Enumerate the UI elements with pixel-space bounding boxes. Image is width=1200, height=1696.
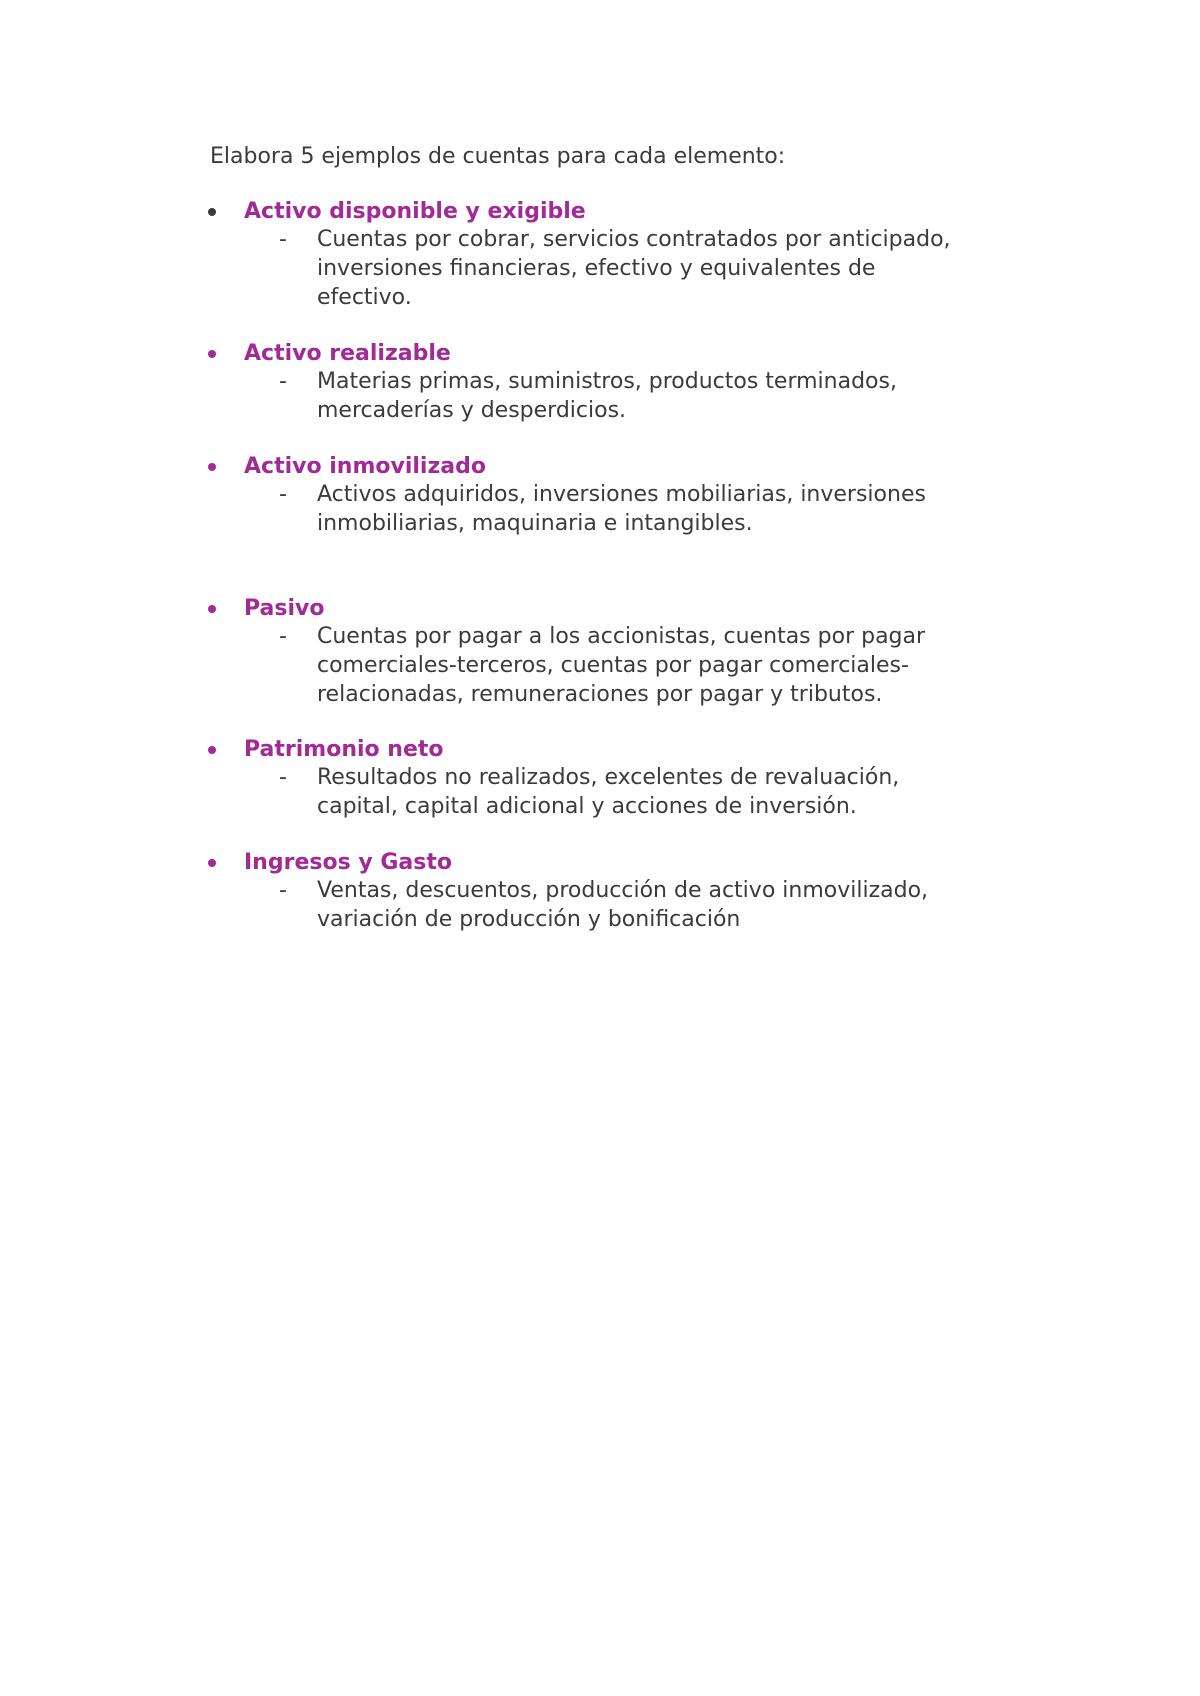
section-heading: Activo disponible y exigible: [244, 199, 586, 224]
description-line: Resultados no realizados, excelentes de revaluación,: [317, 765, 900, 790]
dash-marker: -: [279, 624, 287, 649]
description-line: inversiones financieras, efectivo y equivalentes de: [317, 256, 876, 281]
section-description: [317, 763, 1037, 821]
bullet-icon: [208, 746, 216, 754]
description-line: Activos adquiridos, inversiones mobiliarias, inversiones: [317, 482, 926, 507]
description-line: variación de producción y bonificación: [317, 907, 741, 932]
section-description: [317, 367, 1037, 425]
description-line: Cuentas por cobrar, servicios contratados por anticipado,: [317, 227, 951, 252]
description-line: mercaderías y desperdicios.: [317, 398, 627, 423]
dash-marker: -: [279, 482, 287, 507]
section-description: [317, 225, 1037, 312]
description-line: capital, capital adicional y acciones de inversión.: [317, 794, 857, 819]
description-line: comerciales-terceros, cuentas por pagar comerciales-: [317, 653, 909, 678]
section-description: [317, 622, 1037, 709]
description-line: relacionadas, remuneraciones por pagar y tributos.: [317, 682, 883, 707]
dash-marker: -: [279, 878, 287, 903]
section-heading: Activo inmovilizado: [244, 454, 486, 479]
description-line: Cuentas por pagar a los accionistas, cuentas por pagar: [317, 624, 926, 649]
section-heading: Pasivo: [244, 596, 325, 621]
bullet-icon: [208, 208, 216, 216]
description-line: Materias primas, suministros, productos terminados,: [317, 369, 897, 394]
intro-text: Elabora 5 ejemplos de cuentas para cada elemento:: [210, 144, 786, 169]
description-line: efectivo.: [317, 285, 412, 310]
dash-marker: -: [279, 369, 287, 394]
section-heading: Ingresos y Gasto: [244, 850, 452, 875]
bullet-icon: [208, 350, 216, 358]
section-heading: Activo realizable: [244, 341, 451, 366]
dash-marker: -: [279, 227, 287, 252]
description-line: inmobiliarias, maquinaria e intangibles.: [317, 511, 753, 536]
dash-marker: -: [279, 765, 287, 790]
section-description: [317, 876, 1037, 934]
bullet-icon: [208, 605, 216, 613]
bullet-icon: [208, 463, 216, 471]
description-line: Ventas, descuentos, producción de activo inmovilizado,: [317, 878, 929, 903]
section-heading: Patrimonio neto: [244, 737, 444, 762]
bullet-icon: [208, 859, 216, 867]
section-description: [317, 480, 1037, 538]
